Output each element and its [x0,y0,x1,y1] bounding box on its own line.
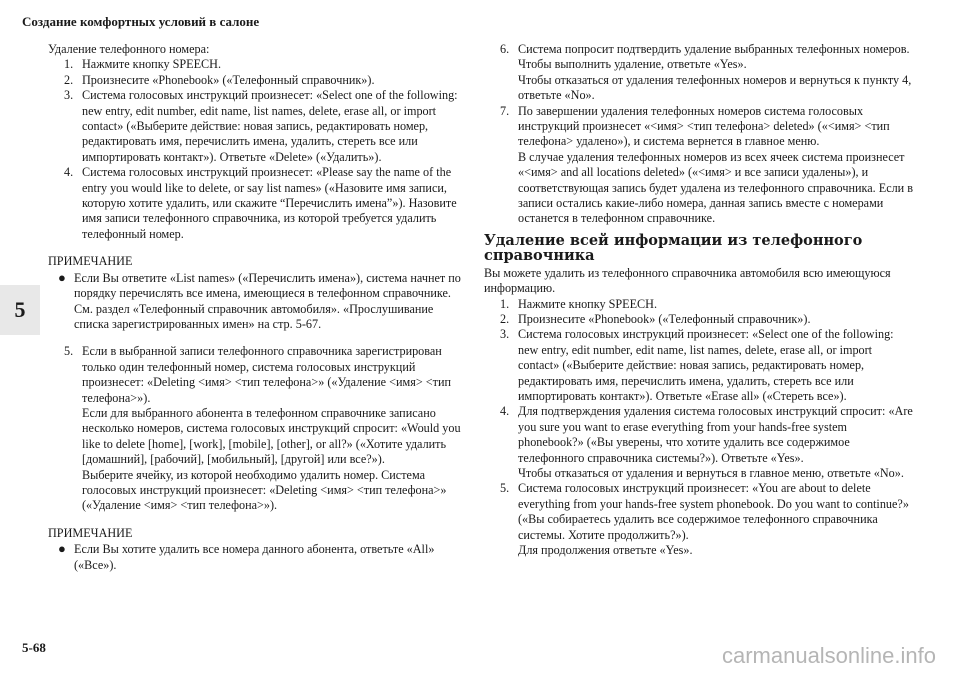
page-number: 5-68 [22,640,46,655]
watermark: carmanualsonline.info [721,643,936,668]
intro-text: Удаление телефонного номера: [48,42,210,56]
list-item: 3. Система голосовых инструкций произнесет: «Select one of the following: new entry, edit number, edit name, list names, delete, erase all, or import contact» («Выберите действие: новая запись, редактировать номер, редактировать имя, перечислить имена, удалить, стереть все или импортировать контакт»). Ответьте «Delete» («Удалить»). [64,88,458,164]
chapter-tab: 5 [0,285,40,335]
list-item: 5. Если в выбранной записи телефонного справочника зарегистрирован только один телефонный номер, система голосовых инструкций произнесет: «Deleting <имя> <тип телефона>» («Удаление <имя> <тип телефона>»). [64,344,452,405]
note-title: ПРИМЕЧАНИЕ [48,254,133,269]
intro-text: Вы можете удалить из телефонного справочника автомобиля всю имеющуюся информацию. [484,265,891,296]
list-item: 3. Система голосовых инструкций произнесет: «Select one of the following: new entry, edit number, edit name, list names, delete, erase all, or import contact» («Выберите действие: новая запись, редактировать номер, редактировать имя, перечислить имена, удалить, стереть все или импортировать контакт»). Ответьте «Erase all» («Стереть все»). [500,327,894,403]
list-item: 1. Нажмите кнопку SPEECH. [64,57,222,72]
list-item: 2. Произнесите «Phonebook» («Телефонный справочник»). [64,72,375,87]
list-item-continuation: В случае удаления телефонных номеров из всех ячеек система произнесет «<имя> and all locations deleted» («<имя> и все записи удалены»), и соответствующая запись будет удалена из телефонного справочника. Если в записи остались какие-либо номера, данная запись вместе с номерами останется в телефонном справочнике. [518,149,914,226]
list-item: 2. Произнесите «Phonebook» («Телефонный справочник»). [500,311,811,326]
right-column [484,42,914,558]
note-bullet: ● Если Вы хотите удалить все номера данного абонента, ответьте «All» («Все»). [58,541,435,572]
list-item-continuation: Для продолжения ответьте «Yes». [518,543,693,557]
page-header: Создание комфортных условий в салоне [22,14,260,29]
list-item: 4. Для подтверждения удаления система голосовых инструкций спросит: «Are you sure you want to erase everything from your hands-free system phonebook?» («Вы уверены, что хотите удалить все содержимое телефонного справочника системы?»). Ответьте «Yes». [500,404,913,465]
bullet-icon: ● [58,541,66,557]
list-item-continuation: Чтобы отказаться от удаления телефонных номеров и вернуться к пункту 4, ответьте «No». [518,72,912,103]
note-bullet: ● Если Вы ответите «List names» («Перечислить имена»), система начнет по порядку перечислять все имена, имеющиеся в телефонном справочнике. См. раздел «Телефонный справочник автомобиля». «Прослушивание списка зарегистрированных имен» на стр. 5-67. [58,269,461,331]
list-item-continuation: Чтобы отказаться от удаления и вернуться в главное меню, ответьте «No». [518,465,904,480]
left-column [48,42,466,573]
list-item: 7. По завершении удаления телефонных номеров система голосовых инструкций произнесет «<имя> <тип телефона> deleted» («<имя> <тип телефона> удалено»), и система вернется в главное меню. [500,103,890,149]
list-item: 5. Система голосовых инструкций произнесет: «You are about to delete everything from your hands-free system phonebook. Do you want to continue?» («Вы собираетесь удалить все содержимое телефонного справочника системы. Хотите продолжить?»). [500,481,909,542]
list-item: 6. Система попросит подтвердить удаление выбранных телефонных номеров. Чтобы выполнить удаление, ответьте «Yes». [500,42,910,72]
bullet-icon: ● [58,269,66,285]
list-item-continuation: Выберите ячейку, из которой необходимо удалить номер. Система голосовых инструкций произнесет: «Deleting <имя> <тип телефона>» («Удаление <имя> <тип телефона>»). [82,467,447,513]
list-item: 1. Нажмите кнопку SPEECH. [500,296,658,311]
steps-list-a [48,57,466,242]
list-item: 4. Система голосовых инструкций произнесет: «Please say the name of the entry you would like to delete, or say list names» («Назовите имя записи, которую хотите удалить, или скажите “Перечислить имена”»). Назовите имя записи телефонного справочника, из которой требуется удалить телефонный номер. [64,165,457,241]
list-item-continuation: Если для выбранного абонента в телефонном справочнике записано несколько номеров, система голосовых инструкций спросит: «Would you like to delete [home], [work], [mobile], [other], or all?» («Хотите удалить [домашний], [рабочий], [мобильный], [другой] или все?»). [82,405,461,467]
note-title: ПРИМЕЧАНИЕ [48,525,133,540]
steps-list-b [484,297,914,466]
section-heading: Удаление всей информации из телефонного справочника [484,231,863,265]
